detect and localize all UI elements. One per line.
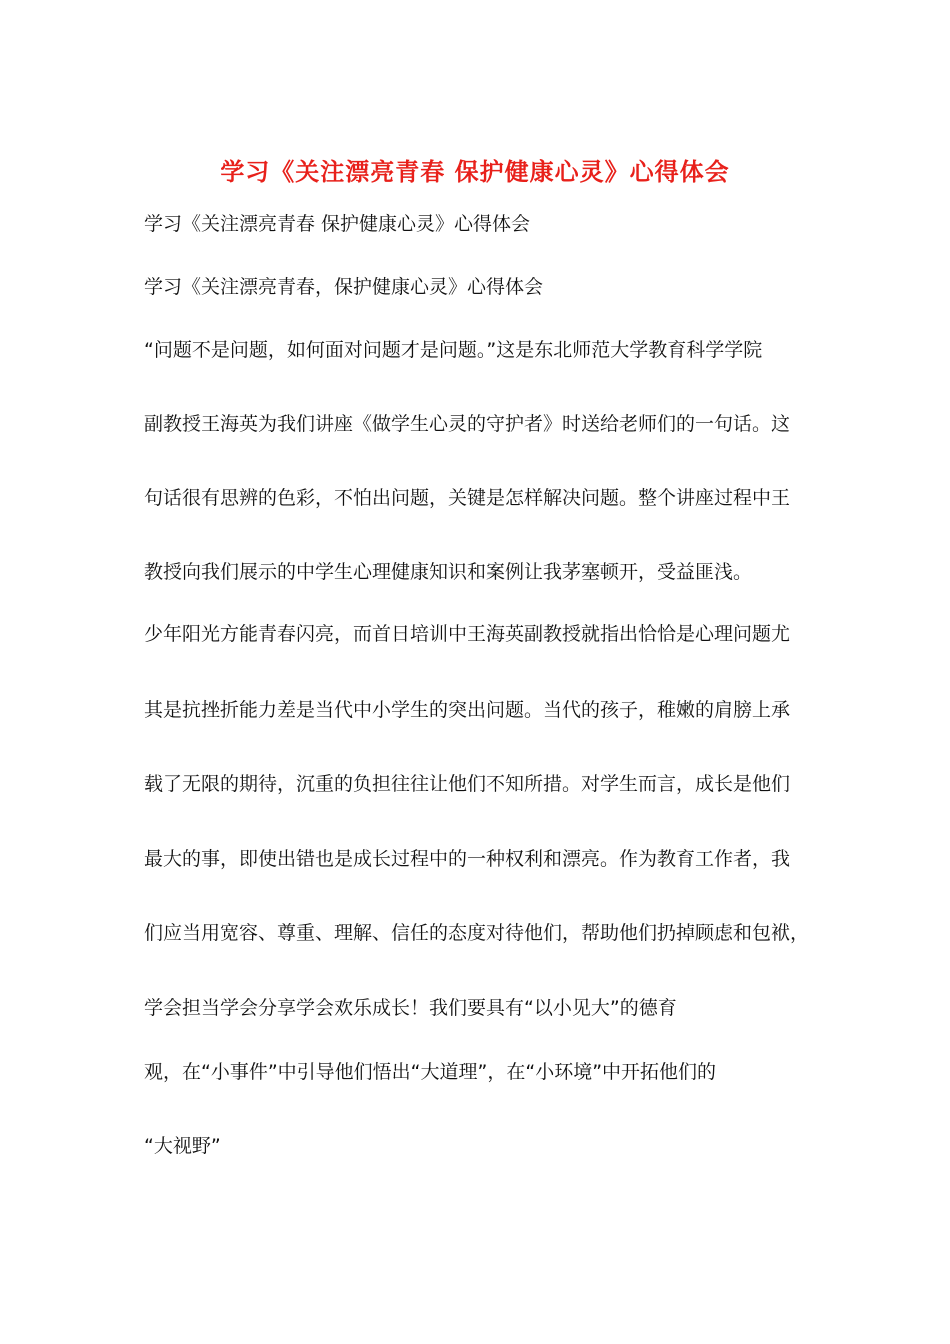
body-line: 最大的事，即使出错也是成长过程中的一种权利和漂亮。作为教育工作者，我 — [144, 848, 791, 870]
body-line: 其是抗挫折能力差是当代中小学生的突出问题。当代的孩子，稚嫩的肩膀上承 — [144, 699, 791, 721]
body-line: 们应当用宽容、尊重、理解、信任的态度对待他们，帮助他们扔掉顾虑和包袱， — [144, 922, 810, 944]
body-line: 句话很有思辨的色彩，不怕出问题，关键是怎样解决问题。整个讲座过程中王 — [144, 487, 791, 509]
document-title: 学习《关注漂亮青春 保护健康心灵》心得体会 — [220, 157, 730, 186]
body-line: 少年阳光方能青春闪亮，而首日培训中王海英副教授就指出恰恰是心理问题尤 — [144, 623, 791, 645]
body-line: 学会担当学会分享学会欢乐成长！我们要具有“以小见大”的德育 — [144, 997, 677, 1019]
body-line: “问题不是问题，如何面对问题才是问题。”这是东北师范大学教育科学学院 — [144, 339, 763, 361]
body-line: 副教授王海英为我们讲座《做学生心灵的守护者》时送给老师们的一句话。这 — [144, 413, 791, 435]
subtitle-line: 学习《关注漂亮青春，保护健康心灵》心得体会 — [144, 276, 544, 298]
body-line: 载了无限的期待，沉重的负担往往让他们不知所措。对学生而言，成长是他们 — [144, 773, 791, 795]
subtitle-line: 学习《关注漂亮青春 保护健康心灵》心得体会 — [144, 213, 531, 235]
body-line: 教授向我们展示的中学生心理健康知识和案例让我茅塞顿开，受益匪浅。 — [144, 561, 753, 583]
body-line: 观，在“小事件”中引导他们悟出“大道理”，在“小环境”中开拓他们的 — [144, 1061, 717, 1083]
body-line: “大视野” — [144, 1135, 221, 1157]
